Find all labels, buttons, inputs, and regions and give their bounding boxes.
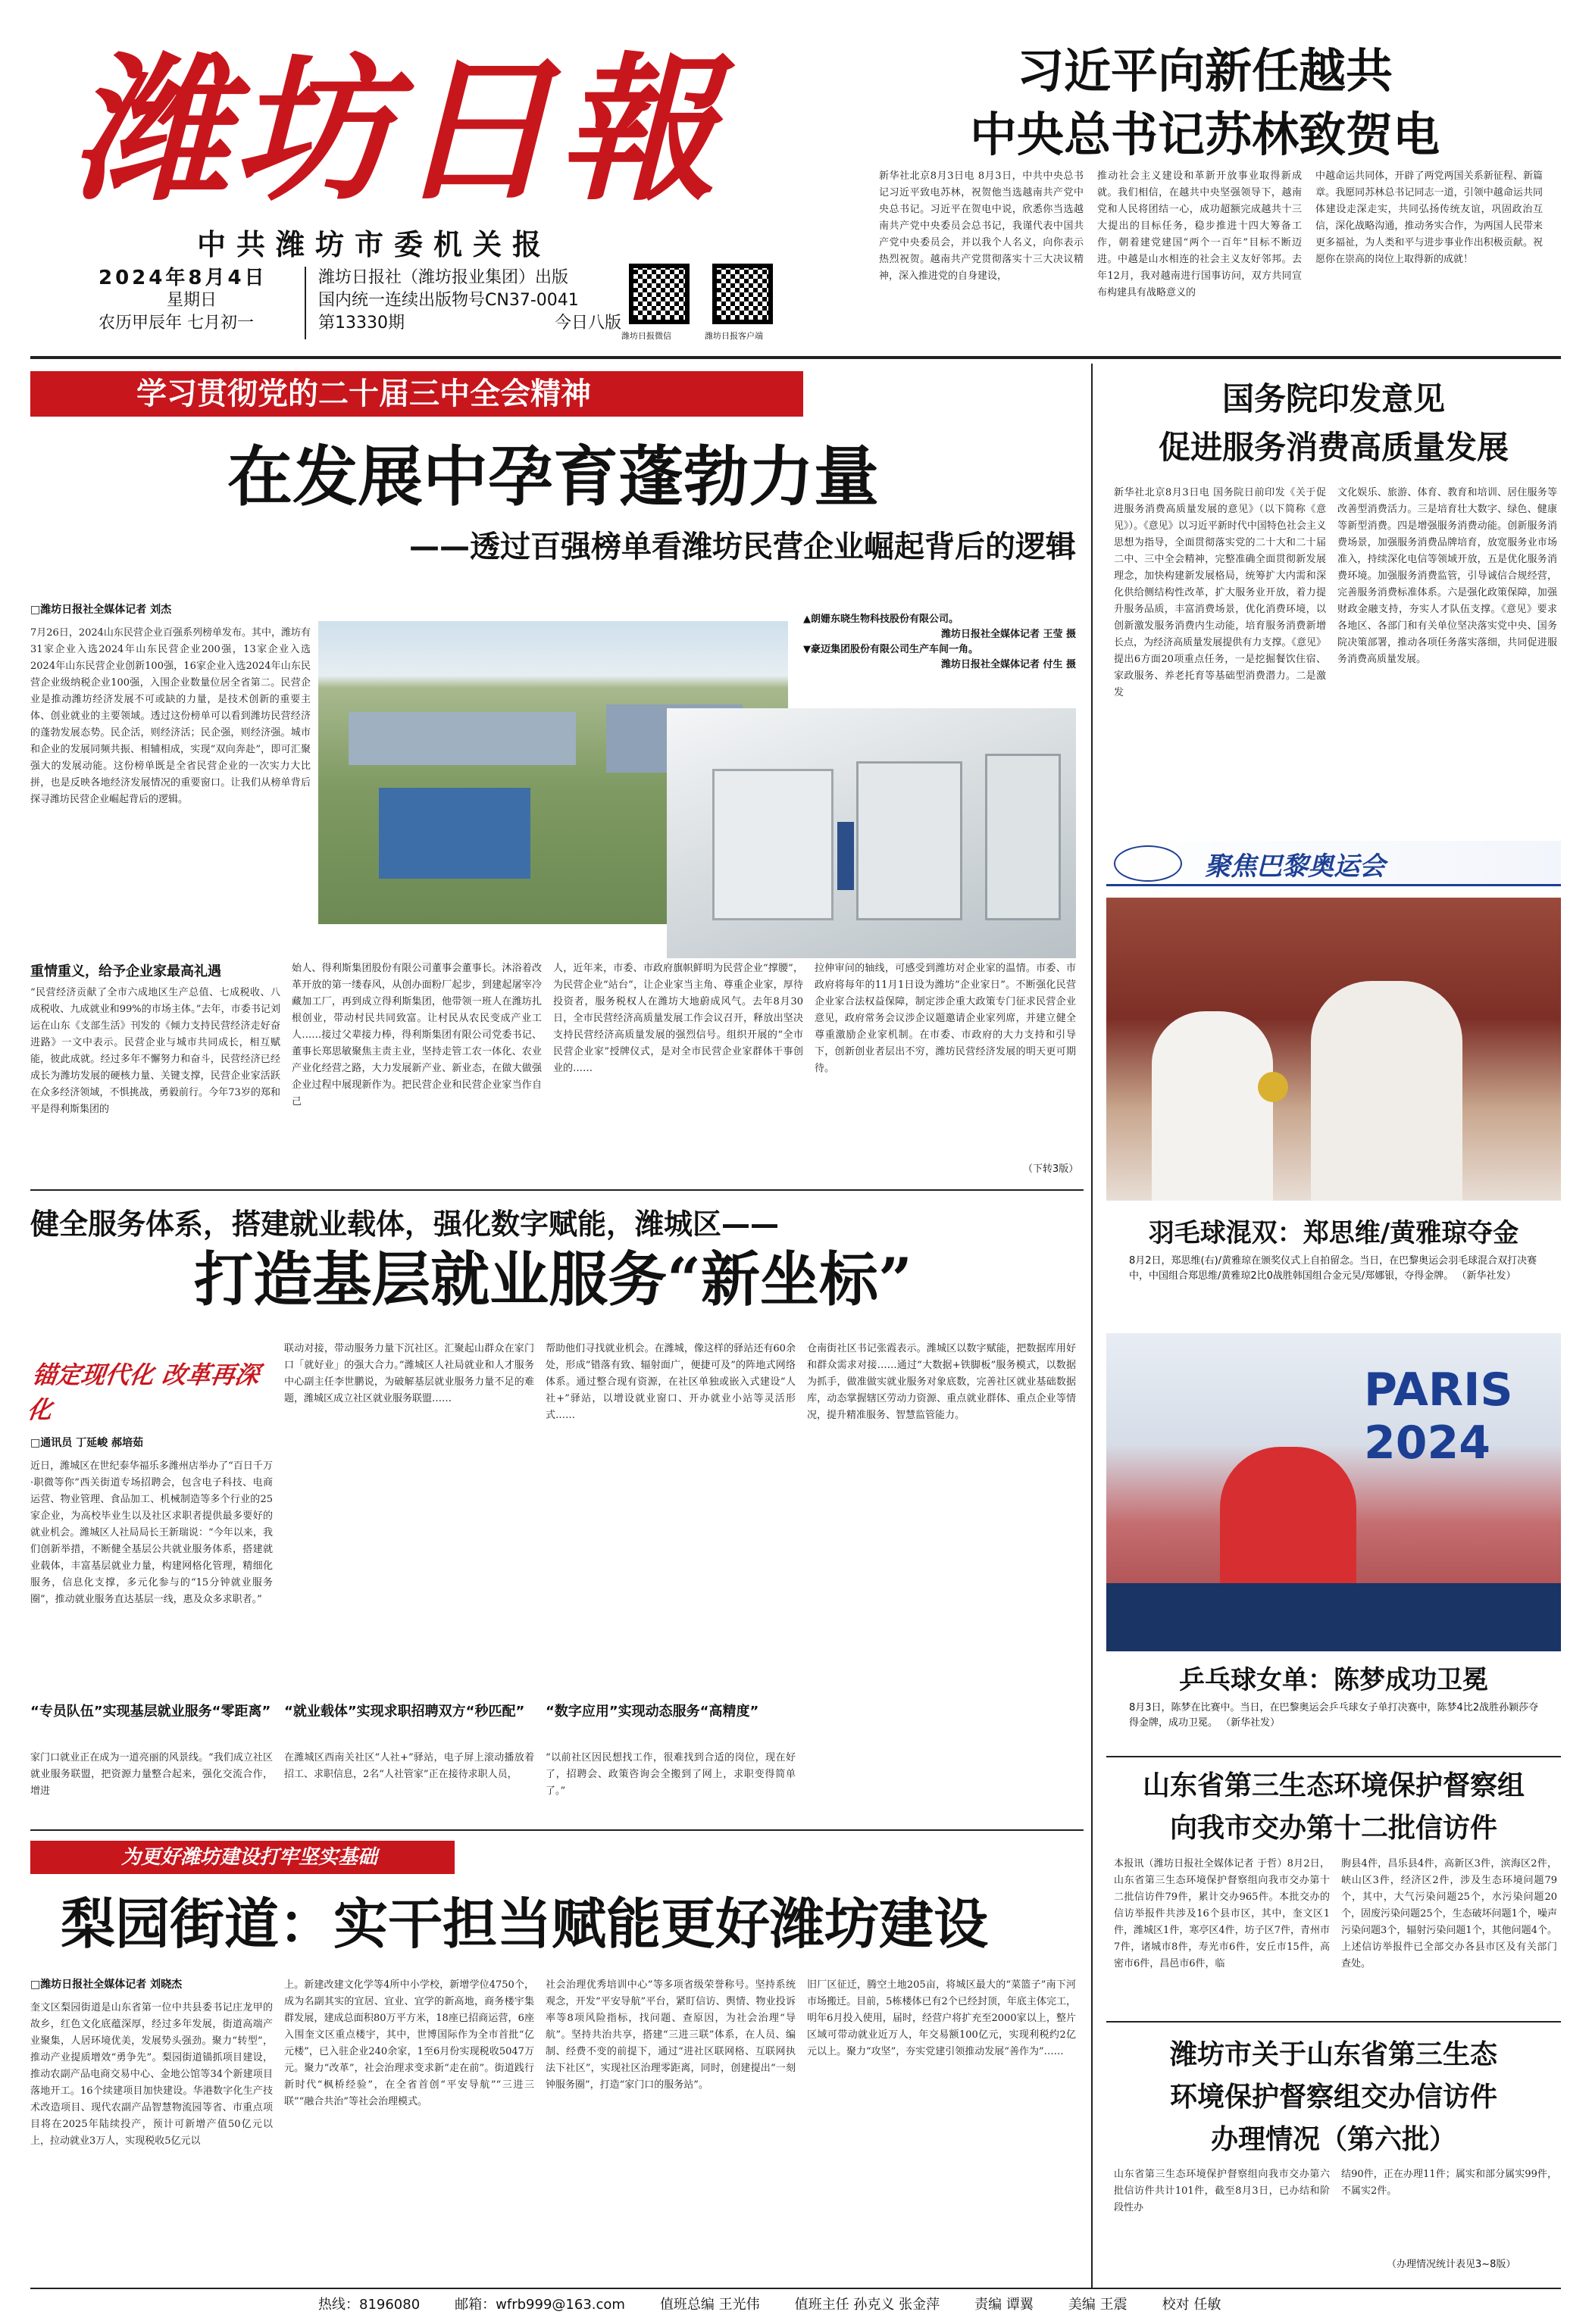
liyuan-col1: 奎文区梨园街道是山东省第一位中共县委书记庄龙甲的故乡，红色文化底蕴深厚，经过多年发展，街道高端产业聚集，人居环境优美，发展势头强劲。聚力“转型”，推动产业提质增效“勇争先”。梨园街道锚抓项目建设，推动农副产品电商交易中心、金地公馆等34个新建项目落地开工。16个续建项目加快建设。华港数字化生产技术改造项目、现代农副产品智慧物流园等省、市重点项目将在2025年陆续投产，预计可新增产值50亿元以上，拉动就业3万人，实现税收5亿元以 (30, 2002, 273, 2147)
photo-credit2: 潍坊日报社全媒体记者 付生 摄 (940, 659, 1076, 670)
qr2-label: 潍坊日报客户端 (705, 331, 763, 341)
feature-col-b: 始人、得利斯集团股份有限公司董事会董事长。沐浴着改革开放的第一缕春风，从创办面粉厂起步，到建起屠宰冷藏加工厂，再到成立得利斯集团，他带领一班人在潍坊扎根创业，带动村民共同致富。让村民从农民变成产业工人……接过父辈接力棒，得利斯集团有限公司党委书记、董事长郑思敏聚焦主责主业，坚持走管工农一体化、农业产业化经营之路，大力发展新产业、新业态，在做大做强企业过程中展现新作为。把民营企业和民营企业家当作自己 (292, 963, 542, 1107)
publisher-block (318, 267, 621, 335)
factory-building (379, 788, 530, 879)
employment-col2b: 在潍城区西南关社区“人社+”驿站，电子屏上滚动播放着招工、求职信息，2名“人社管家”正在接待求职人员， (284, 1752, 534, 1780)
feature-subtitle: ——透过百强榜单看潍坊民营企业崛起背后的逻辑 (409, 529, 1076, 564)
column-badge: 锚定现代化 改革再深化 (25, 1360, 261, 1424)
table-tennis-photo (1106, 1333, 1561, 1651)
employment-byline: □通讯员 丁延峻 郝培茹 (30, 1437, 143, 1449)
newspaper-logo (72, 39, 830, 221)
eco2-title-line3: 办理情况（第六批） (1210, 2124, 1456, 2155)
athlete-figure (1311, 981, 1462, 1201)
issue-number: 第13330期 (318, 314, 405, 333)
worker-figure (837, 822, 854, 890)
liyuan-col2: 上。新建改建文化学等4所中小学校，新增学位4750个，成为名副其实的宜居、宜业、宜学的新高地，商务楼宇集群发展，建成总面积80万平方米，18座已招商运营，6座入围奎文区重点楼宇，其中，世博国际作为全市首批“亿元楼”，已入驻企业240余家，1至6月份实现税收5047万元。聚力“改革”，社会治理求变求新“走在前”。街道践行新时代“枫桥经验”，在全省首创“平安导航”“三进三联”“融合共治”等社会治理模式。 (284, 1979, 534, 2107)
eco2-note[interactable]: （办理情况统计表见3~8版） (1387, 2259, 1516, 2270)
section-rule (1106, 1756, 1561, 1757)
eco2-col2: 结90件，正在办理11件；属实和部分属实99件，不属实2件。 (1341, 2169, 1557, 2197)
table-surface (1106, 1583, 1561, 1651)
top-story-headline[interactable] (864, 39, 1546, 167)
eco2-title-line2: 环境保护督察组交办信访件 (1169, 2082, 1497, 2113)
employment-kicker: 健全服务体系，搭建就业载体，强化数字赋能，潍城区—— (30, 1207, 780, 1241)
issue-weekday: 星期日 (167, 291, 217, 310)
olympics-banner-text: 聚焦巴黎奥运会 (1205, 851, 1385, 882)
issue-lunar: 农历甲辰年 七月初一 (99, 314, 254, 333)
employment-col2: 联动对接，带动服务力量下沉社区。汇聚起山群众在家门口「就好业」的强大合力。”潍城区人社局就业和人才服务中心副主任李世鹏说，为破解基层就业服务力量不足的难题，潍城区成立社区就业服务联盟…… (284, 1343, 534, 1404)
liyuan-byline: □潍坊日报社全媒体记者 刘晓杰 (30, 1979, 183, 1991)
athlete-figure (1152, 1011, 1273, 1201)
column-divider (1091, 364, 1093, 2288)
photo1-caption-text: 8月2日，郑思维(右)/黄雅琼在颁奖仪式上自拍留念。当日，在巴黎奥运会羽毛球混合双打决赛中，中国组合郑思维/黄雅琼2比0战胜韩国组合金元昊/郑娜银，夺得金牌。 (1129, 1255, 1537, 1282)
feature-col-a: “民营经济贡献了全市六成地区生产总值、七成税收、八成税收、九成就业和99%的市场主体。”去年，市委书记刘运在山东《支部生活》刊发的《倾力支持民营经济走好奋进路》一文中表示。民营企业与城市共同成长，相互赋能，彼此成就。经过多年不懈努力和奋斗，民营经济已经成长为潍坊发展的硬核力量、关键支撑，民营企业家活跃在众多经济领域，不惧挑战，勇毅前行。今年73岁的郑和平是得利斯集团的 (30, 987, 280, 1115)
state-council-title-line1: 国务院印发意见 (1221, 380, 1445, 417)
feature-title[interactable]: 在发展中孕育蓬勃力量 (227, 439, 879, 515)
workshop-photo (667, 708, 1076, 958)
section-rule (1106, 2021, 1561, 2023)
footer-email[interactable]: 邮箱：wfrb999@163.com (455, 2297, 625, 2313)
photo2-credit: （新华社发） (1221, 1717, 1281, 1729)
publisher: 潍坊日报社（潍坊报业集团）出版 (318, 268, 569, 287)
photo1-title[interactable]: 羽毛球混双：郑思维/黄雅琼夺金 (1148, 1218, 1519, 1248)
photo1-credit: （新华社发） (1456, 1270, 1516, 1282)
employment-col3: 帮助他们寻找就业机会。在潍城，像这样的驿站还有60余处，形成“错落有致、辐射面广，便捷可及”的阵地式网络体系。通过整合现有资源，在社区单独或嵌入式建设“人社+”驿站，以增设就业窗口、开办就业小站等灵活形式…… (546, 1343, 796, 1421)
machine-tool (712, 769, 834, 920)
eco2-headline[interactable] (1106, 2034, 1561, 2161)
eco-col2: 朐县4件，昌乐县4件，高新区3件，滨海区2件，峡山区3件，经济区2件，涉及生态环境问题79个，其中，大气污染问题25个，水污染问题20个，固废污染问题25个，生态破坏问题1个，噪声污染问题3个，辐射污染问题1个，其他问题4个。上述信访举报件已全部交办各县市区及有关部门查处。 (1341, 1858, 1557, 1969)
machine-tool (856, 761, 962, 920)
footer (318, 2294, 1561, 2313)
top-story-title-line1: 习近平向新任越共 (1016, 43, 1393, 98)
photo-caption2: ▼豪迈集团股份有限公司生产车间一角。 (803, 644, 978, 655)
footer-hotline: 热线：8196080 (318, 2297, 421, 2313)
footer-editor: 责编 谭翼 (974, 2297, 1034, 2313)
top-story-col3: 中越命运共同体，开辟了两党两国关系新征程、新篇章。我愿同苏林总书记同志一道，引领中越命运共同体建设走深走实，共同弘扬传统友谊，巩固政治互信，深化战略沟通，推动务实合作，为两国人民带来更多福祉，为人类和平与进步事业作出积极贡献。祝愿你在崇高的岗位上取得新的成就！ (1315, 170, 1543, 265)
factory-building (349, 712, 576, 765)
continue-note[interactable]: （下转3版） (1023, 1164, 1079, 1175)
qr-code-icon[interactable] (629, 264, 690, 324)
study-banner (30, 371, 803, 417)
qr1-label: 潍坊日报微信 (621, 331, 671, 341)
photo-credit1: 潍坊日报社全媒体记者 王莹 摄 (940, 629, 1076, 640)
employment-sub2: “就业载体”实现求职招聘双方“秒匹配” (284, 1704, 525, 1720)
logo-text: 潍坊日報 (72, 38, 721, 223)
qr-code-icon[interactable] (712, 264, 773, 324)
divider (305, 267, 306, 339)
employment-sub3: “数字应用”实现动态服务“高精度” (546, 1704, 759, 1720)
employment-col4: 仓南街社区书记张霞表示。潍城区以数字赋能，把数据库用好和群众需求对接……通过“大数据+铁脚板”服务模式，以数据为抓手，做准做实就业服务对象底数，完善社区就业基础数据库，动态掌握辖区劳动力资源、重点就业群体、重点企业等情况，提升精准服务、智慧监管能力。 (807, 1343, 1076, 1421)
employment-col3b: “以前社区因民想找工作，很难找到合适的岗位，现在好了，招聘会、政策咨询会全搬到了网上，求职变得简单了。” (546, 1752, 796, 1797)
photo1-caption (1129, 1254, 1546, 1284)
photo2-caption-text: 8月3日，陈梦在比赛中。当日，在巴黎奥运会乒乓球女子单打决赛中，陈梦4比2战胜孙颖莎夺得金牌，成功卫冕。 (1129, 1702, 1539, 1729)
machine-tool (985, 754, 1061, 920)
state-council-title-line2: 促进服务消费高质量发展 (1158, 429, 1509, 466)
eco-title-line1: 山东省第三生态环境保护督察组 (1142, 1770, 1525, 1801)
eco-col1: 本报讯（潍坊日报社全媒体记者 于哲）8月2日，山东省第三生态环境保护督察组向我市交办第十二批信访件79件，累计交办965件。本批交办的信访举报件共涉及16个县市区，其中，奎文区1件，潍城区1件，寒亭区4件，坊子区7件，青州市7件，诸城市8件，寿光市6件，安丘市15件，高密市6件，昌邑市6件，临 (1114, 1858, 1330, 1969)
issue-date-block (99, 267, 296, 335)
photo-caption-block (803, 612, 1076, 673)
liyuan-banner (30, 1841, 455, 1874)
cn-number: 国内统一连续出版物号CN37-0041 (318, 291, 579, 310)
footer-director: 值班主任 孙克义 张金萍 (794, 2297, 940, 2313)
liyuan-col4: 旧厂区征迁，腾空土地205亩，将城区最大的“菜篮子”南下河市场搬迁。目前，5栋楼体已有2个已经封顶，年底主体完工，明年6月投入使用，届时，经营户将扩充至2000家以上，整片区域可带动就业近万人，年交易额100亿元，实现利税约2亿元以上。聚力“攻坚”，夯实党建引领推动发展“善作为”…… (807, 1979, 1076, 2057)
feature-col-c: 人，近年来，市委、市政府旗帜鲜明为民营企业“撑腰”，为民营企业“站台”，让企业家当主角、尊重企业家，厚待投资者，服务税权人在潍坊大地蔚成风气。去年8月30日，全市民营经济高质量发展工作会议召开，释放出坚决支持民营经济高质量发展的强烈信号。组织开展的“全市民营企业家”授牌仪式，是对全市民营企业家群体干事创业的…… (553, 963, 803, 1074)
olympics-banner (1106, 841, 1561, 886)
top-story-col1: 新华社北京8月3日电 8月3日，中共中央总书记习近平致电苏林，祝贺他当选越南共产党中央总书记。习近平在贺电中说，欣悉你当选越南共产党中央委员会总书记，我谨代表中国共产党中央委员会，并以我个人名义，向你表示热烈祝贺。越南共产党贯彻落实十三大决议精神，深入推进党的自身建设， (879, 170, 1084, 282)
masthead-rule (30, 356, 1561, 359)
study-banner-text: 学习贯彻党的二十届三中全会精神 (136, 376, 591, 411)
employment-col1: 近日，潍城区在世纪泰华福乐多潍州店举办了“百日千万·职微等你”西关街道专场招聘会，包含电子科技、电商运营、物业管理、食品加工、机械制造等多个行业的25家企业，为高校毕业生以及社区求职者提供最多要好的就业机会。潍城区人社局局长王新瑞说：“今年以来，我们创新举措，不断健全基层公共就业服务体系，搭建就业载体，丰富基层就业力量，构建网格化管理，精细化服务，信息化支撑，多元化参与的“15分钟就业服务圈”，推动就业服务直达基层一线，惠及众多求职者。” (30, 1460, 273, 1605)
paris-sign: PARIS 2024 (1364, 1363, 1513, 1470)
issue-date: 2024年8月4日 (99, 267, 267, 289)
top-story-col2: 推动社会主义建设和革新开放事业取得新成就。我们相信，在越共中央坚强领导下，越南党和人民将团结一心，成功超额完成越共十三大提出的目标任务，稳步推进十四大筹备工作，朝着建党建国“两个一百年”目标不断迈进。中越是山水相连的社会主义友好邻邦。去年12月，我对越南进行国事访问，双方共同宣布构建具有战略意义的 (1097, 170, 1302, 298)
footer-chief: 值班总编 王光伟 (659, 2297, 760, 2313)
employment-col1b: 家门口就业正在成为一道亮丽的风景线。“我们成立社区就业服务联盟，把资源力量整合起来，强化交流合作，增进 (30, 1752, 273, 1797)
eco-headline[interactable] (1106, 1765, 1561, 1850)
liyuan-col3: 社会治理优秀培训中心”等多项省级荣誉称号。坚持系统观念，开发“平安导航”平台，紧盯信访、舆情、物业投诉率等8项风险指标，找问题、查原因，为社会治理“导航”。坚持共治共享，搭建“三进三联”体系，在人员、编制、经费不变的前提下，通过“进社区联网格、互联网执法下社区”，实现社区治理零距离，同时，创建提出“一刻钟服务圈”，打造“家门口的服务站”。 (546, 1979, 796, 2091)
eco2-col1: 山东省第三生态环境保护督察组向我市交办第六批信访件共计101件，截至8月3日，已办结和阶段性办 (1114, 2169, 1330, 2213)
employment-title[interactable]: 打造基层就业服务“新坐标” (194, 1245, 912, 1314)
feature-subhead: 重情重义，给予企业家最高礼遇 (30, 964, 221, 979)
feature-lead: 7月26日，2024山东民营企业百强系列榜单发布。其中，潍坊有31家企业入选2024年山东民营企业200强，13家企业入选2024年山东民营企业创新100强，16家企业入选2024年山东民营企业级纳税企业100强，入围企业数量位居全省第二。民营企业是推动潍坊经济发展不可或缺的力量，是技术创新的重要主体、创业就业的主要领域。透过这份榜单可以看到潍坊民营经济的蓬勃发展态势。民企活，则经济活；民企强，则经济强。城市和企业的发展同频共振、相辅相成，实现“双向奔赴”，即可汇聚强大的发展动能。这份榜单既是全省民营企业的一次实力大比拼，也是反映各地经济发展情况的重要窗口。让我们从榜单背后探寻潍坊民营企业崛起背后的逻辑。 (30, 627, 311, 805)
photo-caption1: ▲朗姗东晓生物科技股份有限公司。 (803, 614, 959, 625)
photo2-caption (1129, 1701, 1546, 1731)
state-council-col1: 新华社北京8月3日电 国务院日前印发《关于促进服务消费高质量发展的意见》（以下简称《意见》）。《意见》以习近平新时代中国特色社会主义思想为指导，全面贯彻落实党的二十大和二十届二中、三中全会精神，完整准确全面贯彻新发展理念，加快构建新发展格局，统筹扩大内需和深化供给侧结构性改革，扩大服务业开放，着力提升服务品质，丰富消费场景，优化消费环境，以创新激发服务消费内生动能，培育服务消费新增长点，为经济高质量发展提供有力支撑。《意见》提出6方面20项重点任务，一是挖掘餐饮住宿、家政服务、养老托育等基础型消费潜力。二是激发 (1114, 487, 1326, 698)
section-rule (30, 1829, 1084, 1831)
state-council-headline[interactable] (1106, 375, 1561, 472)
eco2-title-line1: 潍坊市关于山东省第三生态 (1169, 2039, 1497, 2070)
feature-byline: □潍坊日报社全媒体记者 刘杰 (30, 604, 172, 616)
footer-rule (30, 2288, 1561, 2289)
footer-proof: 校对 任敏 (1162, 2297, 1221, 2313)
top-story-title-line2: 中央总书记苏林致贺电 (969, 107, 1440, 162)
eco-title-line2: 向我市交办第十二批信访件 (1169, 1813, 1497, 1844)
issue-row (318, 312, 621, 335)
paris-logo-icon (1114, 845, 1182, 882)
liyuan-title[interactable]: 梨园街道：实干担当赋能更好潍坊建设 (61, 1891, 989, 1956)
photo2-title[interactable]: 乒乓球女单：陈梦成功卫冕 (1179, 1665, 1488, 1695)
feature-col-d: 拉伸审问的轴线，可感受到潍坊对企业家的温情。市委、市政府将每年的11月1日设为潍坊“企业家日”。不断强化民营企业家合法权益保障，制定涉企重大政策专门征求民营企业意见，政府常务会议涉企议题邀请企业家列席，并建立健全尊重激励企业家机制。在市委、市政府的大力支持和引导下，创新创业者层出不穷，潍坊民营经济发展的明天更可期待。 (815, 963, 1076, 1074)
page-count: 今日八版 (554, 314, 621, 333)
badminton-photo (1106, 898, 1561, 1201)
footer-designer: 美编 王震 (1068, 2297, 1128, 2313)
section-rule (30, 1189, 1084, 1191)
masthead-subtitle: 中共潍坊市委机关报 (197, 228, 552, 261)
employment-sub1: “专员队伍”实现基层就业服务“零距离” (30, 1704, 271, 1720)
gold-medal-icon (1258, 1072, 1288, 1102)
liyuan-banner-text: 为更好潍坊建设打牢坚实基础 (121, 1846, 378, 1869)
state-council-col2: 文化娱乐、旅游、体育、教育和培训、居住服务等改善型消费活力。三是培育壮大数字、绿色、健康等新型消费。四是增强服务消费动能。创新服务消费场景，加强服务消费品牌培育，放宽服务业市场准入，持续深化电信等领域开放，五是优化服务消费环境。加强服务消费监管，引导诚信合规经营，完善服务消费标准体系。六是强化政策保障，加强财政金融支持，夯实人才队伍支撑。《意见》要求各地区、各部门和有关单位坚决落实党中央、国务院决策部署，推动各项任务落实落细，共同促进服务消费高质量发展。 (1337, 487, 1557, 665)
